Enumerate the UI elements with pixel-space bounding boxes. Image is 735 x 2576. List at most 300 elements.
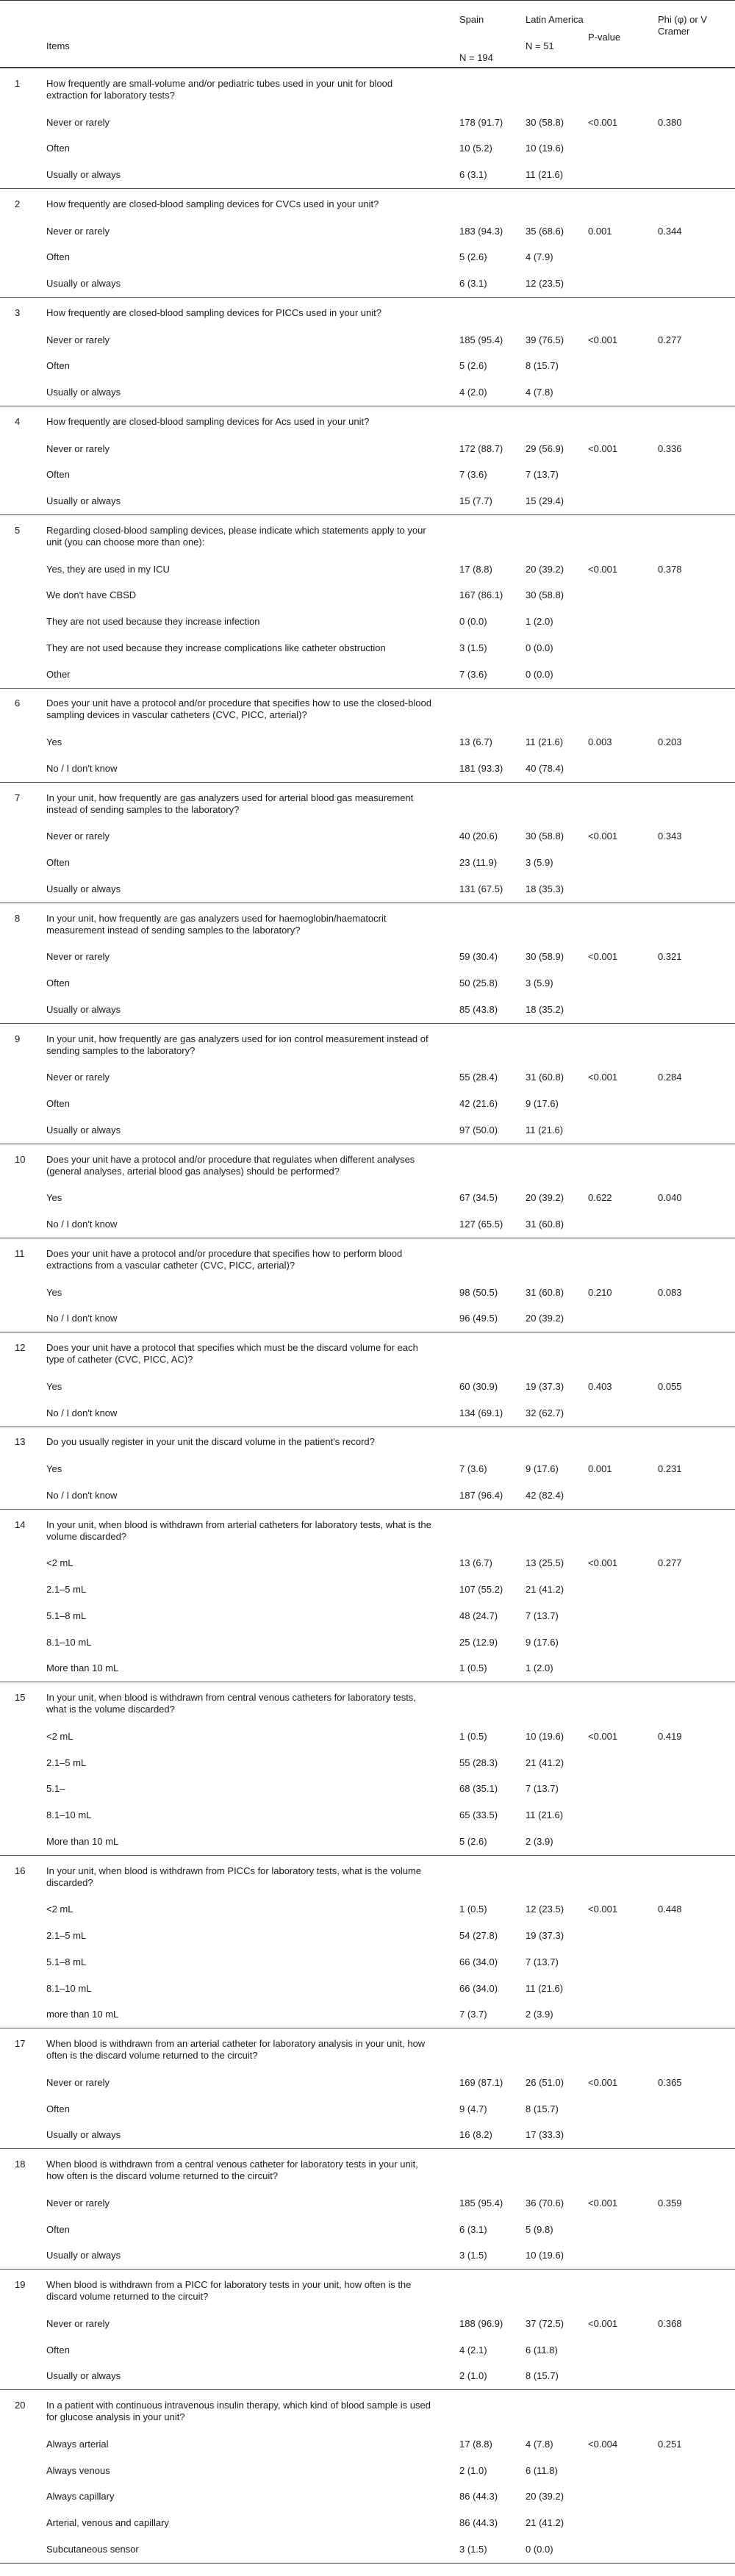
option-spain-value: 40 (20.6) [459,830,498,842]
option-pvalue: <0.001 [588,563,618,575]
option-latam-value: 26 (51.0) [526,2076,564,2088]
question-row [0,2028,735,2070]
option-spain-value: 1 (0.5) [459,1730,487,1742]
question-text: In your unit, how frequently are gas analyzers used for arterial blood gas measurement instead of sending samples to the laboratory? [46,792,414,815]
option-phi [654,169,735,181]
option-phi [654,2344,735,2356]
question-text: Does your unit have a protocol that specifies which must be the discard volume for each type of catheter (CVC, PICC, AC)? [46,1342,418,1366]
option-latam-value: 13 (25.5) [526,1557,564,1569]
option-label: Never or rarely [46,442,110,454]
option-phi [654,1407,735,1419]
option-label: Often [46,2103,70,2114]
header-n-spain: N = 194 [459,52,493,63]
option-row [0,1776,735,1803]
option-indent [0,1904,43,1915]
option-spain-value: 96 (49.5) [459,1313,498,1324]
option-label: Usually or always [46,883,121,894]
option-phi: 0.419 [658,1730,682,1742]
option-latam-value: 18 (35.3) [526,883,564,894]
option-indent [0,642,43,654]
option-latam-value: 7 (13.7) [526,1956,559,1967]
option-latam-value: 20 (39.2) [526,2491,564,2503]
option-phi [654,883,735,895]
question-spain-empty [456,792,522,816]
question-phi [654,1519,735,1543]
question-spain-empty [456,1033,522,1057]
option-pvalue: <0.001 [588,1730,618,1742]
option-row [0,1306,735,1332]
option-label: Often [46,857,70,869]
option-latam-value: 17 (33.3) [526,2129,564,2141]
option-label: No / I don't know [46,1489,118,1501]
option-latam-value: 8 (15.7) [526,2103,559,2114]
option-row [0,379,735,406]
option-row [0,876,735,903]
option-pvalue [584,495,654,507]
option-spain-value: 6 (3.1) [459,278,487,290]
option-phi: 0.448 [658,1904,682,1915]
option-indent [0,117,43,129]
option-latam-value: 36 (70.6) [526,2197,564,2209]
option-latam-value: 35 (68.6) [526,225,564,237]
option-spain-value: 25 (12.9) [459,1636,498,1648]
option-latam-value: 12 (23.5) [526,278,564,290]
option-pvalue [584,1124,654,1136]
option-pvalue: 0.403 [588,1380,612,1392]
option-pvalue [584,1490,654,1502]
option-spain-value: 85 (43.8) [459,1003,498,1015]
question-latam-empty [522,1248,584,1271]
question-pvalue [584,1154,654,1177]
question-phi [654,1865,735,1889]
option-latam-value: 1 (2.0) [526,616,553,628]
option-label: Never or rarely [46,830,110,842]
question-pvalue [584,78,654,101]
option-spain-value: 172 (88.7) [459,442,503,454]
question-number: 5 [15,524,21,536]
option-spain-value: 131 (67.5) [459,883,503,894]
option-latam-value: 4 (7.8) [526,387,553,398]
option-pvalue [584,2370,654,2382]
question-text: When blood is withdrawn from a PICC for laboratory tests in your unit, how often is the discard volume returned to the circuit? [46,2279,412,2303]
option-spain-value: 1 (0.5) [459,1662,487,1674]
option-pvalue [584,2465,654,2477]
option-spain-value: 13 (6.7) [459,1557,492,1569]
option-latam-value: 3 (5.9) [526,857,553,869]
option-latam-value: 6 (11.8) [526,2464,558,2476]
question-phi [654,697,735,721]
option-indent [0,1637,43,1648]
option-spain-value: 66 (34.0) [459,1982,498,1994]
option-pvalue [584,2517,654,2529]
option-row [0,1603,735,1629]
option-phi [654,1124,735,1136]
option-spain-value: 16 (8.2) [459,2129,492,2141]
question-number: 15 [15,1692,26,1704]
option-latam-value: 9 (17.6) [526,1098,559,1110]
question-latam-empty [522,1865,584,1889]
option-row [0,1976,735,2002]
option-spain-value: 0 (0.0) [459,616,487,628]
question-phi [654,78,735,101]
option-latam-value: 31 (60.8) [526,1219,564,1230]
option-label: 2.1–5 mL [46,1930,87,1942]
question-text: Regarding closed-blood sampling devices, please indicate which statements apply to your unit (you can choose more than one): [46,524,426,548]
question-spain-empty [456,1342,522,1366]
option-pvalue: <0.004 [588,2438,618,2450]
option-indent [0,589,43,601]
option-label: Usually or always [46,1003,121,1015]
option-spain-value: 15 (7.7) [459,495,492,507]
option-latam-value: 10 (19.6) [526,143,564,154]
option-label: Arterial, venous and capillary [46,2517,169,2529]
option-label: Usually or always [46,495,121,507]
option-spain-value: 13 (6.7) [459,736,492,748]
header-latam [522,14,584,64]
option-phi [654,1983,735,1995]
option-indent [0,1004,43,1016]
question-number: 10 [15,1153,26,1165]
option-latam-value: 10 (19.6) [526,2250,564,2261]
option-row [0,1551,735,1577]
option-phi: 0.203 [658,736,682,748]
question-phi [654,1436,735,1448]
option-indent [0,1557,43,1569]
option-label: No / I don't know [46,762,118,774]
option-latam-value: 19 (37.3) [526,1930,564,1942]
option-pvalue [584,1637,654,1648]
question-phi [654,913,735,936]
option-pvalue [584,2544,654,2555]
option-label: 5.1– [46,1783,65,1795]
option-row [0,218,735,245]
option-row [0,2431,735,2458]
question-phi [654,1248,735,1271]
question-row [0,188,735,218]
option-row [0,1482,735,1509]
option-label: No / I don't know [46,1313,118,1324]
option-label: <2 mL [46,1904,74,1915]
option-label: Always venous [46,2464,110,2476]
question-spain-empty [456,198,522,210]
option-row [0,488,735,514]
question-latam-empty [522,697,584,721]
table-body [0,68,735,2563]
option-label: 5.1–8 mL [46,1610,87,1621]
question-number: 3 [15,306,21,318]
option-spain-value: 5 (2.6) [459,251,487,263]
option-pvalue [584,1584,654,1596]
option-indent [0,1584,43,1596]
header-pvalue: P-value [588,32,621,43]
option-phi [654,1490,735,1502]
option-pvalue [584,1757,654,1769]
option-indent [0,2439,43,2450]
option-label: Yes [46,736,62,748]
option-latam-value: 8 (15.7) [526,360,559,372]
question-phi [654,2400,735,2423]
option-phi: 0.365 [658,2076,682,2088]
option-pvalue [584,1098,654,1110]
option-indent [0,564,43,575]
option-spain-value: 68 (35.1) [459,1783,498,1795]
question-phi [654,792,735,816]
option-row [0,1949,735,1976]
option-spain-value: 183 (94.3) [459,225,503,237]
header-spain [456,14,522,64]
option-pvalue [584,278,654,290]
option-pvalue [584,857,654,869]
option-indent [0,1731,43,1743]
option-latam-value: 30 (58.8) [526,116,564,128]
option-spain-value: 2 (1.0) [459,2464,487,2476]
option-label: more than 10 mL [46,2009,119,2020]
question-phi [654,1154,735,1177]
option-latam-value: 19 (37.3) [526,1380,564,1392]
option-latam-value: 3 (5.9) [526,977,553,989]
question-text: Does your unit have a protocol and/or procedure that specifies how to perform blood extractions from a vascular catheter (CVC, PICC, arterial)? [46,1247,403,1271]
option-indent [0,226,43,237]
option-latam-value: 0 (0.0) [526,2543,553,2555]
option-label: Always capillary [46,2491,115,2503]
option-phi: 0.359 [658,2197,682,2209]
option-label: Usually or always [46,1124,121,1135]
option-spain-value: 55 (28.4) [459,1072,498,1083]
option-latam-value: 2 (3.9) [526,1835,553,1847]
option-latam-value: 0 (0.0) [526,668,553,680]
option-indent [0,977,43,989]
question-latam-empty [522,1154,584,1177]
question-spain-empty [456,1248,522,1271]
question-pvalue [584,525,654,548]
question-row [0,2148,735,2190]
option-pvalue: <0.001 [588,830,618,842]
option-spain-value: 1 (0.5) [459,1904,487,1915]
option-phi [654,1219,735,1230]
option-phi [654,143,735,154]
option-indent [0,1381,43,1393]
option-pvalue [584,2129,654,2141]
option-spain-value: 185 (95.4) [459,334,503,345]
option-pvalue [584,1930,654,1942]
option-row [0,2510,735,2536]
option-row [0,583,735,609]
option-latam-value: 39 (76.5) [526,334,564,345]
question-spain-empty [456,2038,522,2062]
option-row [0,2123,735,2149]
option-label: Subcutaneous sensor [46,2543,139,2555]
question-phi [654,1692,735,1715]
question-number: 13 [15,1436,26,1448]
question-row [0,1332,735,1374]
option-label: Always arterial [46,2438,109,2450]
option-indent [0,830,43,842]
option-row [0,327,735,354]
option-indent [0,616,43,628]
question-number: 7 [15,792,21,803]
option-label: They are not used because they increase complications like catheter obstruction [46,642,386,653]
question-spain-empty [456,1519,522,1543]
option-phi [654,2491,735,2503]
option-indent [0,1930,43,1942]
option-label: Usually or always [46,278,121,290]
option-latam-value: 37 (72.5) [526,2317,564,2329]
option-phi [654,2129,735,2141]
option-latam-value: 10 (19.6) [526,1730,564,1742]
option-label: 8.1–10 mL [46,1982,92,1994]
option-indent [0,2103,43,2115]
option-latam-value: 20 (39.2) [526,563,564,575]
option-latam-value: 30 (58.8) [526,830,564,842]
question-text: In your unit, when blood is withdrawn from arterial catheters for laboratory tests, what is the volume discarded? [46,1518,431,1542]
question-number: 16 [15,1865,26,1876]
option-phi: 0.055 [658,1380,682,1392]
question-pvalue [584,697,654,721]
option-indent [0,2009,43,2020]
option-spain-value: 188 (96.9) [459,2317,503,2329]
option-phi: 0.040 [658,1192,682,1204]
option-spain-value: 5 (2.6) [459,1835,487,1847]
option-spain-value: 48 (24.7) [459,1610,498,1621]
option-label: Often [46,2223,70,2235]
question-number: 18 [15,2159,26,2170]
question-spain-empty [456,416,522,428]
option-pvalue: 0.622 [588,1192,612,1204]
question-row [0,1855,735,1897]
option-latam-value: 11 (21.6) [526,169,564,181]
question-latam-empty [522,2279,584,2303]
option-pvalue [584,1783,654,1795]
question-row [0,1682,735,1723]
option-phi: 0.321 [658,951,682,963]
option-phi [654,2250,735,2261]
option-indent [0,251,43,263]
option-phi [654,763,735,775]
option-indent [0,857,43,869]
option-latam-value: 12 (23.5) [526,1904,564,1915]
question-number: 20 [15,2400,26,2411]
question-phi [654,2038,735,2062]
option-phi [654,469,735,481]
question-text: How frequently are closed-blood sampling devices for CVCs used in your unit? [46,198,379,209]
option-latam-value: 4 (7.8) [526,2438,553,2450]
option-indent [0,883,43,895]
option-label: More than 10 mL [46,1662,119,1674]
option-row [0,970,735,997]
option-label: Never or rarely [46,2317,110,2329]
option-row [0,2243,735,2270]
option-phi: 0.231 [658,1463,682,1475]
question-row [0,297,735,327]
option-row [0,1750,735,1776]
option-indent [0,360,43,372]
option-row [0,136,735,162]
option-indent [0,443,43,455]
option-pvalue [584,763,654,775]
option-label: 8.1–10 mL [46,1809,92,1821]
option-spain-value: 6 (3.1) [459,169,487,181]
option-pvalue [584,251,654,263]
option-phi [654,1313,735,1324]
question-text: How frequently are small-volume and/or pediatric tubes used in your unit for blood extraction for laboratory tests? [46,77,393,101]
question-pvalue [584,1692,654,1715]
question-spain-empty [456,307,522,319]
option-label: Never or rarely [46,1072,110,1083]
option-pvalue [584,1219,654,1230]
option-row [0,1829,735,1855]
question-row [0,406,735,436]
question-pvalue [584,2279,654,2303]
option-indent [0,1783,43,1795]
option-latam-value: 30 (58.9) [526,951,564,963]
question-number: 6 [15,697,21,709]
option-latam-value: 21 (41.2) [526,2517,564,2529]
option-label: Often [46,143,70,154]
option-phi [654,2370,735,2382]
question-number: 17 [15,2038,26,2050]
option-indent [0,387,43,398]
option-pvalue [584,1407,654,1419]
option-spain-value: 60 (30.9) [459,1380,498,1392]
option-pvalue [584,2250,654,2261]
option-row [0,1629,735,1656]
option-indent [0,2544,43,2555]
option-label: Never or rarely [46,334,110,345]
header-n-latam: N = 51 [526,40,554,51]
option-label: Never or rarely [46,951,110,963]
option-label: Never or rarely [46,116,110,128]
question-text: In your unit, when blood is withdrawn from PICCs for laboratory tests, what is the volume discarded? [46,1865,422,1888]
option-pvalue [584,2009,654,2020]
question-latam-empty [522,307,584,319]
option-label: Yes [46,1286,62,1298]
question-number: 2 [15,198,21,209]
option-label: Usually or always [46,2370,121,2382]
option-pvalue [584,1610,654,1622]
option-indent [0,1124,43,1136]
option-latam-value: 20 (39.2) [526,1313,564,1324]
option-pvalue: 0.210 [588,1286,612,1298]
option-indent [0,2491,43,2503]
question-phi [654,1342,735,1366]
question-spain-empty [456,78,522,101]
option-row [0,635,735,661]
option-indent [0,1407,43,1419]
option-row [0,1923,735,1949]
question-latam-empty [522,2159,584,2182]
option-label: No / I don't know [46,1407,118,1418]
option-row [0,997,735,1023]
question-pvalue [584,198,654,210]
question-row [0,1509,735,1551]
option-spain-value: 7 (3.6) [459,1463,487,1475]
option-indent [0,169,43,181]
option-indent [0,951,43,963]
option-latam-value: 9 (17.6) [526,1463,559,1475]
option-spain-value: 50 (25.8) [459,977,498,989]
question-spain-empty [456,1436,522,1448]
option-latam-value: 11 (21.6) [526,1809,564,1821]
option-phi [654,2517,735,2529]
option-spain-value: 127 (65.5) [459,1219,503,1230]
option-spain-value: 3 (1.5) [459,642,487,653]
option-phi [654,1004,735,1016]
option-label: 8.1–10 mL [46,1636,92,1648]
option-spain-value: 187 (96.4) [459,1489,503,1501]
option-label: Never or rarely [46,2076,110,2088]
option-pvalue [584,977,654,989]
option-indent [0,1287,43,1299]
